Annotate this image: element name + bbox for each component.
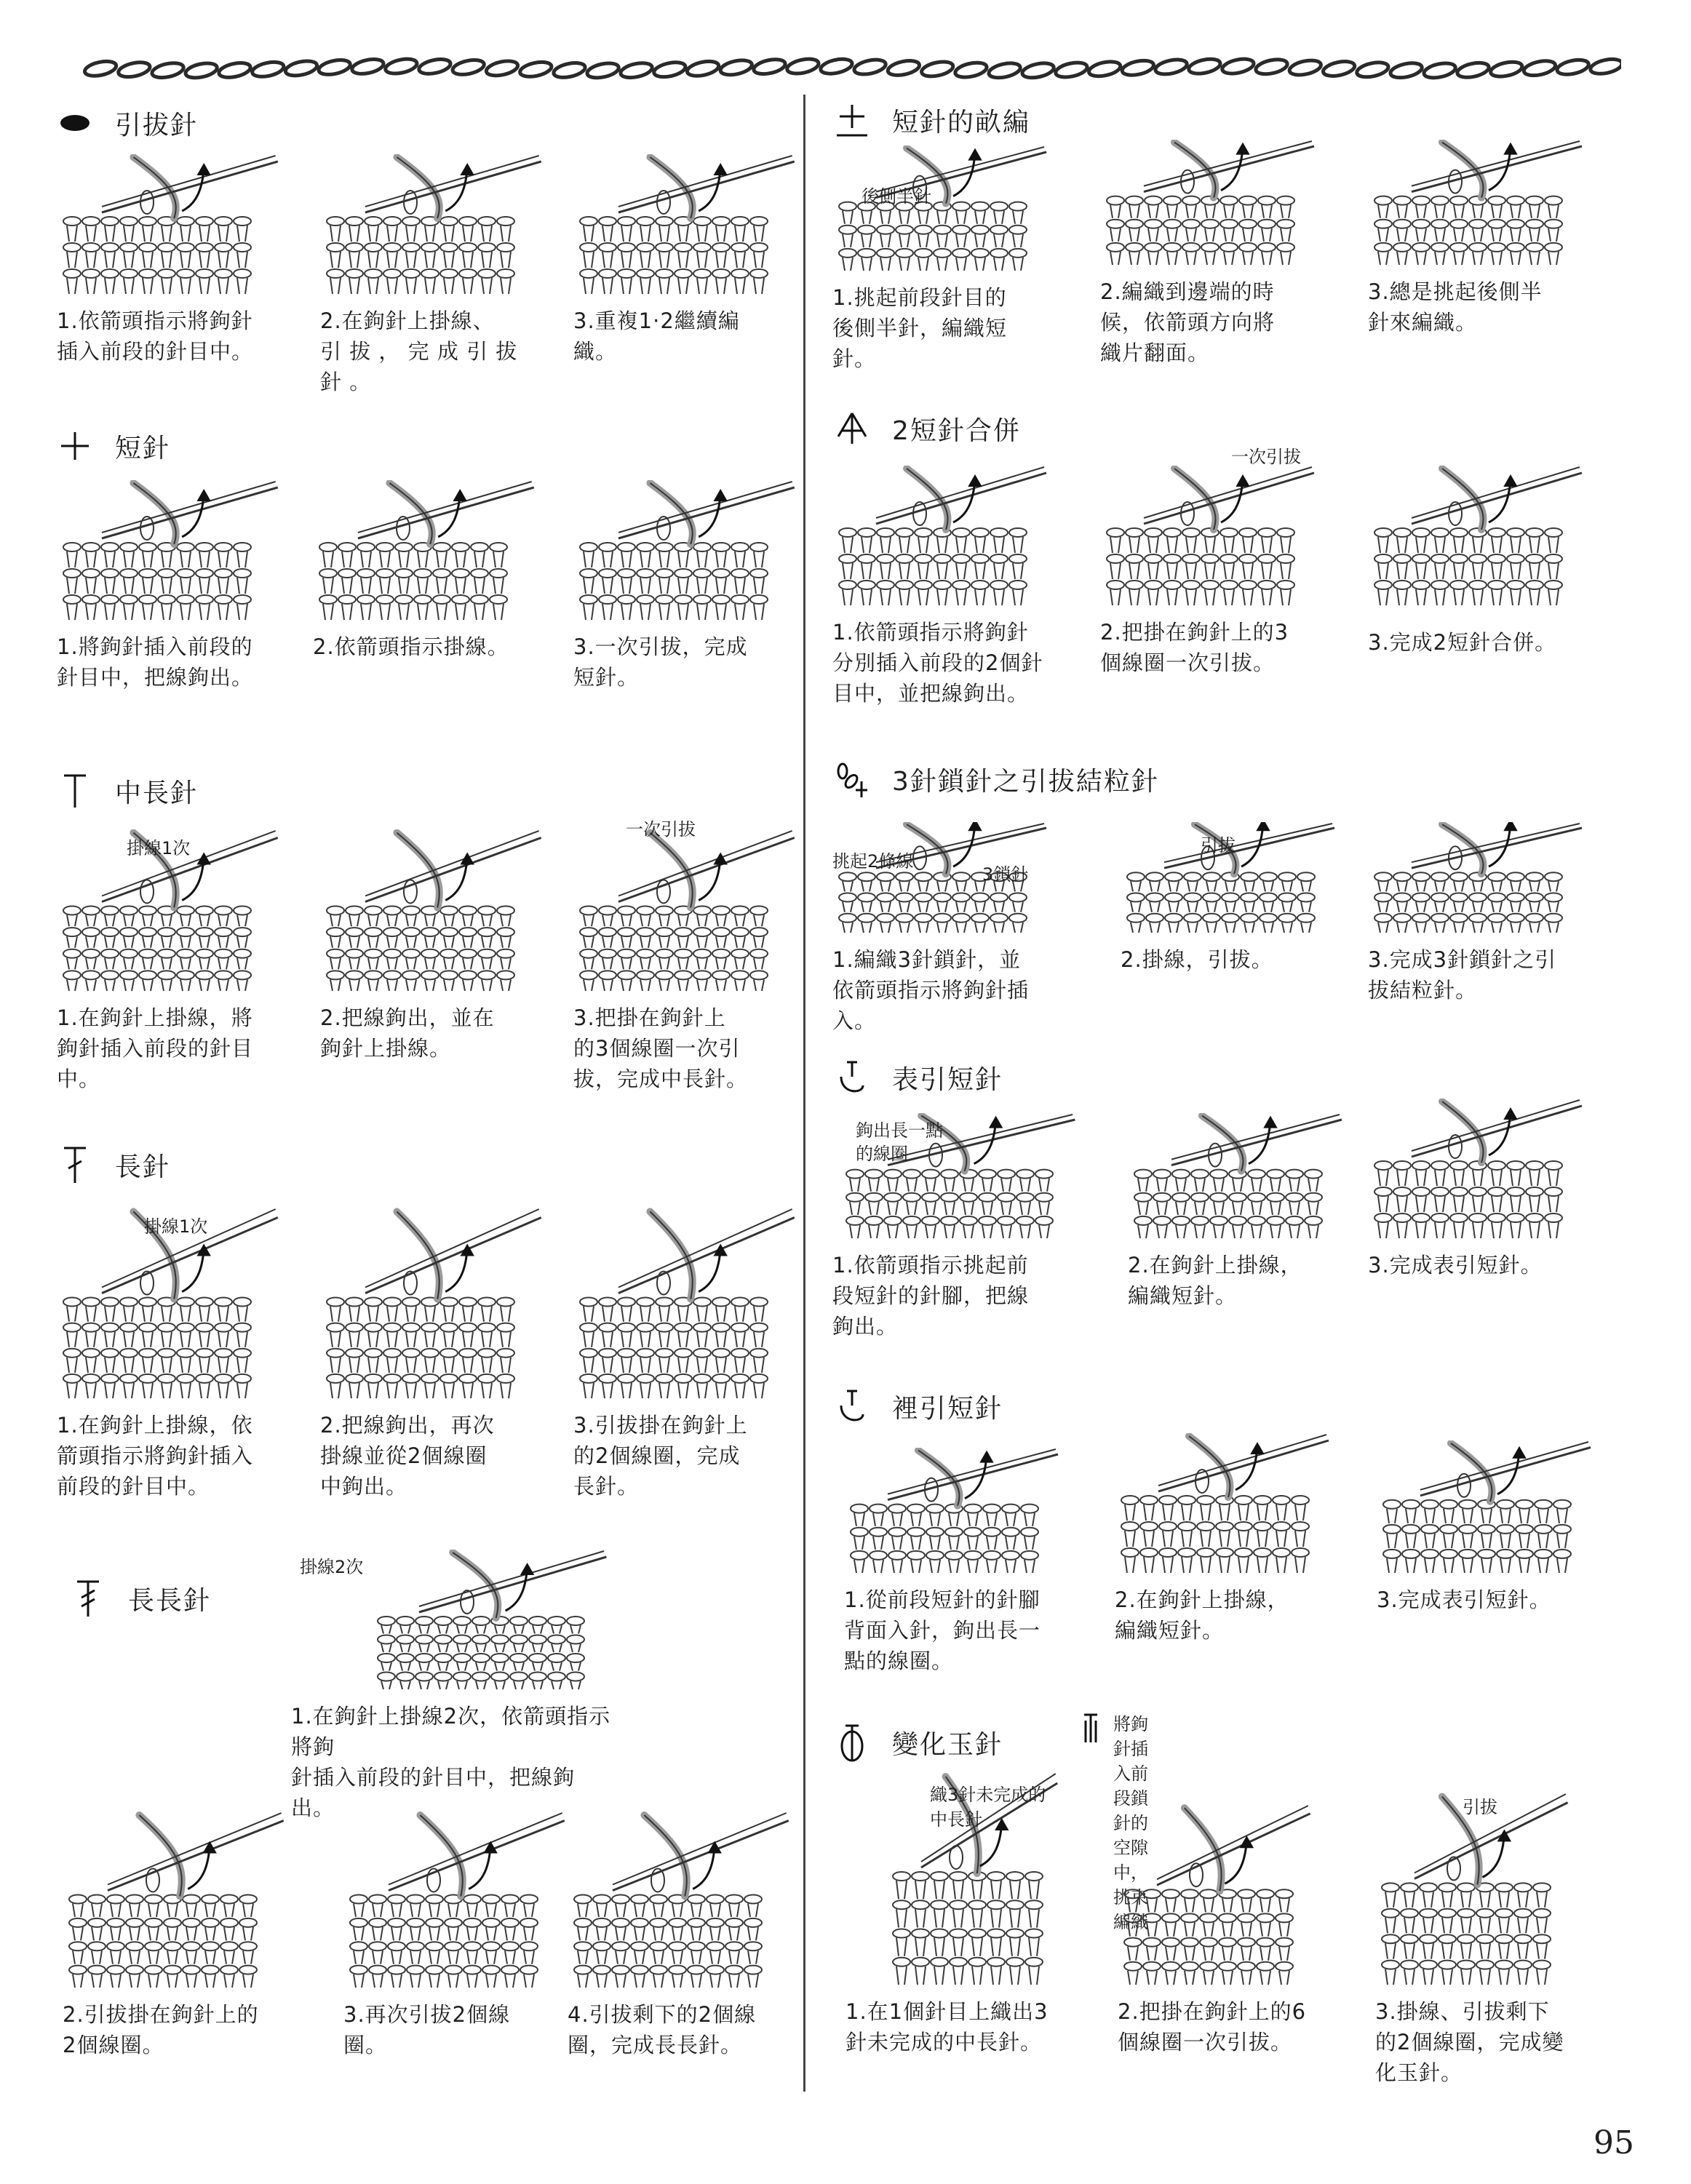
step-illustration	[832, 466, 1051, 611]
step-illustration	[573, 480, 799, 626]
section-title: 中長針	[115, 778, 199, 808]
slip-stitch-symbol-icon	[54, 102, 96, 144]
step-caption: 3.總是挑起後側半 針來編織。	[1368, 279, 1543, 335]
step-illustration	[371, 1550, 611, 1695]
step-caption: 1.將鉤針插入前段的 針目中，把線鉤出。	[57, 634, 254, 690]
step-illustration	[320, 1208, 546, 1404]
figure-label: 織3針未完成的 中長針	[930, 1785, 1046, 1830]
section-title: 短針的畝編	[892, 107, 1031, 138]
half-double-crochet-symbol-icon	[54, 770, 96, 812]
step-illustration	[1368, 466, 1586, 611]
step-1	[291, 1550, 611, 1823]
step-illustration	[573, 1208, 799, 1404]
step-illustration	[320, 829, 546, 997]
figure-label: 引拔	[1201, 835, 1236, 856]
step-caption: 2.引拔掛在鉤針上的 2個線圈。	[63, 2002, 259, 2057]
step-3	[573, 819, 799, 1094]
step-illustration	[568, 1812, 793, 1993]
step-caption: 2.掛線，引拔。	[1121, 947, 1273, 972]
step-illustration	[1115, 1433, 1333, 1579]
step-1	[844, 1448, 1062, 1676]
figure-label: 掛線1次	[144, 1216, 208, 1237]
section-title: 變化玉針	[892, 1729, 1003, 1760]
section-title: 長長針	[128, 1585, 212, 1616]
step-caption: 3.一次引拔，完成 短針。	[573, 634, 748, 690]
step-2	[1100, 140, 1318, 368]
step-3	[573, 154, 799, 367]
double-crochet-symbol-icon	[54, 1144, 96, 1186]
column-divider	[803, 95, 805, 2092]
step-2	[1128, 1113, 1346, 1311]
step-2	[63, 1812, 288, 2060]
figure-label: 掛線1次	[127, 838, 191, 858]
step-illustration	[1368, 1099, 1586, 1244]
step-caption: 1.依箭頭指示挑起前 段短針的針腳，把線 鉤出。	[832, 1253, 1030, 1339]
puff-stitch-symbol-icon	[831, 1721, 873, 1763]
step-1	[832, 146, 1051, 374]
step-3	[1368, 1099, 1586, 1280]
step-illustration	[320, 154, 546, 300]
step-caption: 1.在鉤針上掛線，依 箭頭指示將鉤針插入 前段的針目中。	[57, 1413, 254, 1499]
section-title: 表引短針	[892, 1064, 1003, 1095]
step-caption: 3.把掛在鉤針上 的3個線圈一次引 拔，完成中長針。	[573, 1005, 749, 1091]
step-caption: 3.再次引拔2個線 圈。	[343, 2002, 511, 2057]
step-caption: 2.編織到邊端的時 候，依箭頭方向將 織片翻面。	[1100, 279, 1276, 365]
page-number: 95	[1593, 2124, 1634, 2161]
step-caption: 1.依箭頭指示將鉤針 插入前段的針目中。	[57, 308, 254, 364]
step-1	[832, 1113, 1080, 1342]
chain-space-symbol-icon	[1080, 1712, 1102, 1934]
step-caption: 1.從前段短針的針腳 背面入針，鉤出長一 點的線圈。	[844, 1587, 1041, 1673]
step-caption: 2.在鉤針上掛線， 編織短針。	[1128, 1253, 1302, 1308]
step-illustration	[1368, 140, 1586, 271]
figure-label: 3鎖針	[982, 864, 1029, 885]
section-title: 2短針合併	[892, 415, 1021, 446]
section-title: 裡引短針	[892, 1393, 1003, 1424]
step-caption: 3.引拔掛在鉤針上 的2個線圈，完成 長針。	[573, 1413, 748, 1499]
step-illustration	[57, 480, 282, 626]
step-illustration	[573, 829, 799, 997]
step-illustration	[832, 146, 1051, 276]
step-caption: 2.依箭頭指示掛線。	[313, 634, 509, 659]
step-2	[313, 480, 538, 662]
step-illustration	[313, 480, 538, 626]
step-illustration	[1100, 140, 1318, 271]
front-post-sc-symbol-icon	[831, 1056, 873, 1099]
step-illustration	[1375, 1793, 1572, 1990]
step-caption: 3.完成3針鎖針之引 拔結粒針。	[1368, 947, 1557, 1003]
step-4	[568, 1812, 793, 2060]
step-2	[1100, 447, 1318, 678]
figure-label: 後側半針	[862, 186, 931, 207]
step-caption: 1.在鉤針上掛線，將 鉤針插入前段的針目 中。	[57, 1005, 254, 1091]
step-caption: 2.把線鉤出，並在 鉤針上掛線。	[320, 1005, 495, 1061]
step-caption: 2.把線鉤出，再次 掛線並從2個線圈 中鉤出。	[320, 1413, 495, 1499]
note-text: 將鉤針插入前段鎖針的空隙中， 挑束編織	[1113, 1714, 1148, 1932]
single-crochet-symbol-icon	[54, 425, 96, 467]
step-caption: 1.編織3針鎖針，並 依箭頭指示將鉤針插 入。	[832, 947, 1030, 1033]
step-caption: 1.在鉤針上掛線2次，依箭頭指示將鉤 針插入前段的針目中，把線鉤出。	[291, 1704, 611, 1820]
step-1	[846, 1772, 1061, 2057]
sc2tog-symbol-icon	[831, 407, 873, 450]
back-loop-single-crochet-symbol-icon	[831, 99, 873, 141]
section-title: 3針鎖針之引拔結粒針	[892, 766, 1159, 797]
step-caption: 1.挑起前段針目的 後側半針，編織短 針。	[832, 285, 1008, 371]
step-1	[832, 822, 1051, 1036]
step-illustration	[573, 154, 799, 300]
figure-label: 一次引拔	[1231, 447, 1301, 467]
step-3	[343, 1812, 569, 2060]
step-illustration	[1128, 1113, 1346, 1244]
step-2	[320, 154, 546, 397]
step-3	[1375, 1793, 1572, 2088]
step-3	[1368, 466, 1586, 658]
section-title: 引拔針	[115, 110, 199, 140]
step-3	[1368, 140, 1586, 338]
step-2	[1115, 1433, 1333, 1646]
figure-label: 一次引拔	[626, 819, 696, 840]
step-caption: 3.完成表引短針。	[1368, 1253, 1543, 1278]
step-3	[573, 480, 799, 693]
treble-crochet-symbol-icon	[67, 1577, 109, 1619]
step-caption: 1.依箭頭指示將鉤針 分別插入前段的2個針 目中，並把線鉤出。	[832, 620, 1043, 706]
step-caption: 2.把掛在鉤針上的6 個線圈一次引拔。	[1118, 1999, 1307, 2055]
step-illustration	[844, 1448, 1062, 1579]
step-3	[1368, 822, 1586, 1005]
step-caption: 2.在鉤針上掛線， 編織短針。	[1115, 1587, 1289, 1643]
section-title: 短針	[115, 433, 171, 463]
figure-label: 掛線2次	[300, 1557, 364, 1577]
step-3	[573, 1208, 799, 1502]
step-caption: 3.完成表引短針。	[1377, 1587, 1551, 1612]
figure-label: 鉤出長一點 的線圈	[856, 1120, 943, 1164]
step-caption: 3.重複1·2繼續編 織。	[573, 308, 740, 364]
step-caption: 2.在鉤針上掛線、 引 拔 ， 完 成 引 拔 針 。	[320, 308, 518, 394]
step-illustration	[343, 1812, 569, 1993]
step-caption: 3.掛線、引拔剩下 的2個線圈，完成變 化玉針。	[1375, 1999, 1564, 2085]
step-1	[57, 1208, 282, 1502]
step-caption: 3.完成2短針合併。	[1368, 630, 1557, 655]
step-2	[320, 829, 546, 1064]
back-post-sc-symbol-icon	[831, 1385, 873, 1427]
step-illustration	[63, 1812, 288, 1993]
step-3	[1377, 1440, 1595, 1615]
step-illustration	[1118, 1804, 1314, 1990]
step-caption: 2.把掛在鉤針上的3 個線圈一次引拔。	[1100, 620, 1289, 675]
step-caption: 1.在1個針目上織出3 針未完成的中長針。	[846, 1999, 1049, 2055]
step-2	[1121, 822, 1339, 975]
step-illustration	[1368, 822, 1586, 938]
step-caption: 4.引拔剩下的2個線 圈，完成長長針。	[568, 2002, 757, 2057]
figure-label: 挑起2條線	[832, 851, 914, 872]
step-illustration	[1100, 466, 1318, 611]
step-1	[832, 466, 1051, 709]
step-1	[57, 480, 282, 693]
figure-label: 引拔	[1463, 1797, 1497, 1817]
picot-symbol-icon	[831, 758, 873, 800]
step-1	[57, 829, 282, 1094]
section-title: 長針	[115, 1152, 171, 1182]
step-1	[57, 154, 282, 367]
chain-stitch-border	[79, 49, 1621, 87]
step-illustration	[1377, 1440, 1595, 1579]
step-2	[1118, 1804, 1314, 2057]
step-illustration	[57, 154, 282, 300]
step-2	[320, 1208, 546, 1502]
